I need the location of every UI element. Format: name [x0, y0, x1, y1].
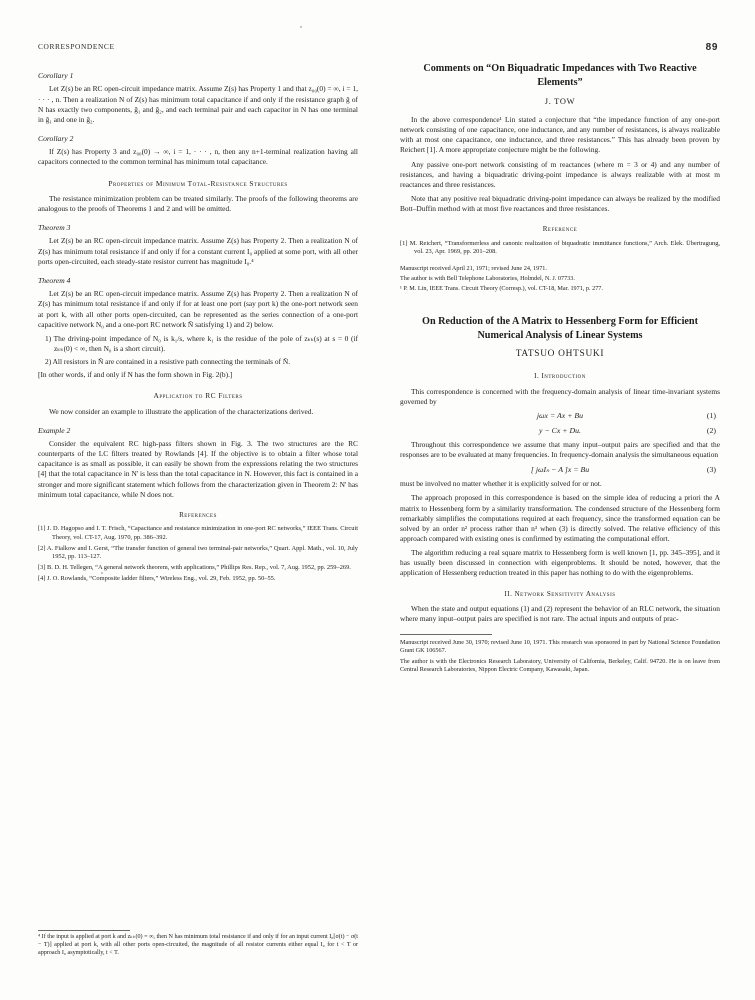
- author-affiliation-note: The author is with the Electronics Research Laboratory, University of California, Berkeley, Calif. 94720. He is on leave from Central Research Laboratories, Nippon Electric Company, Kawasaki, Japan.: [400, 657, 720, 673]
- article-2-section-2-paragraph: When the state and output equations (1) and (2) represent the behavior of an RLC network, the situation where many input–output pairs are specified is not rare. The actual inputs and outputs of prac-: [400, 604, 720, 624]
- equation-3-number: (3): [706, 464, 716, 474]
- corollary-1-body: Let Z(s) be an RC open-circuit impedance matrix. Assume Z(s) has Property 1 and that z₀₀(0) = ∞, i = 1, · · · , n. Then a realization N of Z(s) has minimum total capacitance if and only if the resistance graph ĝ of N has exactly two components, ĝ₁ and ĝ₂, and each terminal pair and each capacitor in N has one terminal in ĝ₁ and one in ĝ₂.: [38, 84, 358, 124]
- equation-2: [400, 426, 720, 437]
- article-1-author: J. TOW: [544, 96, 576, 106]
- article-2-section-1-heading: I. Introduction: [534, 372, 586, 381]
- footnote-1: ¹ P. M. Lin, IEEE Trans. Circuit Theory (Corresp.), vol. CT-18, Mar. 1971, p. 277.: [400, 284, 603, 292]
- footnote-4: ⁴ If the input is applied at port k and zₖₖ(0) = ∞, then N has minimum total resistance if and only if for an input current I₀[σ(t) − σ(t − T)] applied at port k, with all other ports open-circuited, the magnitude of all resistor currents either equal I₀ for t < T or approach I₀ asymptotically, t < T.: [38, 934, 358, 956]
- article-2-paragraph: This correspondence is concerned with the frequency-domain analysis of linear time-invariant systems governed by: [400, 386, 720, 406]
- example-2-body: Consider the equivalent RC high-pass filters shown in Fig. 3. The two structures are the RC counterparts of the LC filters treated by Rowlands [4]. If the objective is to obtain a filter whose total capacitance is as small as possible, it can easily be shown from the expressions relating the two structures [4] that the total capacitance in N' is less than the total capacitance in N. However, this fact is contained in a stronger and more significant statement which follows from the characterization given in Theorem 2: N' has minimum total capacitance, while N does not.: [38, 439, 358, 499]
- corollary-1-heading: Corollary 1: [38, 71, 74, 80]
- reference-item: [3] B. D. H. Tellegen, “A general network theorem, with applications,” Phillips Res. Rep., vol. 7, Aug. 1952, pp. 259–269.: [38, 563, 351, 571]
- article-2-paragraph: must be involved no matter whether it is explicitly solved for or not.: [400, 479, 602, 489]
- theorem-4-condition-1: 1) The driving-point impedance of N₀ is k₁/s, where k₁ is the residue of the pole of zₖₖ(s) at s = 0 (if zₖₖ(0) < ∞, then N₀ is a short circuit).: [45, 333, 358, 353]
- footnote-divider: [38, 930, 130, 931]
- page-number: 89: [705, 42, 718, 53]
- equation-1-number: (1): [706, 411, 716, 420]
- manuscript-note: Manuscript received April 21, 1971; revised June 24, 1971.: [400, 264, 547, 272]
- article-1-paragraph: In the above correspondence¹ Lin stated a conjecture that “the impedance function of any one-port network consisting of one capacitance, one inductance, and any number of resistances, is always realizable with at most one capacitance, one inductance, and three resistances.” This has already been proven by Reichert [1]. A more appropriate conjecture might be the following.: [400, 115, 720, 155]
- article-2-footnotes: [400, 639, 720, 673]
- running-head-title: CORRESPONDENCE: [38, 42, 115, 51]
- reference-item: [4] J. O. Rowlands, “Composite ladder filters,” Wireless Eng., vol. 29, Feb. 1952, pp. 50–55.: [38, 574, 276, 582]
- article-1-title: Comments on “On Biquadratic Impedances with Two Reactive Elements”: [423, 63, 697, 88]
- equation-1-text: jωx = Ax + Bu: [536, 411, 584, 420]
- theorem-3-heading: Theorem 3: [38, 223, 71, 233]
- theorem-4-closing: [In other words, if and only if N has the form shown in Fig. 2(b).]: [38, 370, 233, 380]
- manuscript-note: Manuscript received June 30, 1970; revised June 10, 1971. This research was sponsored in part by National Science Foundation Grant GK 106567.: [400, 639, 720, 655]
- article-2-paragraph: The algorithm reducing a real square matrix to Hessenberg form is well known [1, pp. 345–395], and it has usually been discussed in connection with eigenproblems. It should be noted, however, that the application of Hessenberg reduction treated in this paper has nothing to do with the eigenproblems.: [400, 548, 720, 578]
- reference-item: [1] J. D. Hagopso and I. T. Frisch, “Capacitance and resistance minimization in one-port RC networks,” IEEE Trans. Circuit Theory, vol. CT-17, Aug. 1970, pp. 386–392.: [38, 525, 358, 541]
- article-2-title: On Reduction of the A Matrix to Hessenberg Form for Efficient Numerical Analysis of Linear Systems: [422, 315, 698, 341]
- article-2-paragraph: The approach proposed in this correspondence is based on the simple idea of reducing a priori the A matrix to Hessenberg form by a similarity transformation. The condensed structure of the Hessenberg form remarkably simplifies the computations required at each frequency, since the transformed equation can be solved by an order n² process rather than n³ when (3) is directly solved. The relative efficiency of this approach compared with existing ones is confirmed by estimating the computational effort.: [400, 493, 720, 543]
- equation-2-number: (2): [706, 425, 716, 435]
- theorem-4-condition-2: 2) All resistors in Ñ are contained in a resistive path connecting the terminals of Ñ.: [45, 357, 291, 367]
- equation-3: [400, 465, 720, 476]
- right-column: [400, 62, 720, 676]
- equation-1: [400, 411, 720, 422]
- article-1-paragraph: Note that any positive real biquadratic driving-point impedance can always be realized by the modified Bott–Duffin method with at most five reactances and three resistances.: [400, 194, 720, 214]
- article-1-references: [400, 240, 720, 257]
- theorem-4-conditions: [38, 334, 358, 367]
- article-2-paragraph: Throughout this correspondence we assume that many input–output pairs are specified and that the responses are to be evaluated at many frequencies. In frequency-domain analysis the simultaneous equation: [400, 440, 720, 460]
- article-2-author: TATSUO OHTSUKI: [515, 349, 605, 360]
- corollary-2-body: If Z(s) has Property 3 and z₀₀(0) → ∞, i = 1, · · · , n, then any n+1-terminal realization having all capacitors connected to the common terminal has minimum total capacitance.: [38, 147, 358, 167]
- left-column: [38, 62, 358, 585]
- article-2-section-2-heading: II. Network Sensitivity Analysis: [504, 589, 616, 598]
- references-list: [38, 525, 358, 582]
- references-heading: References: [179, 510, 217, 519]
- corollary-2-heading: Corollary 2: [38, 133, 74, 143]
- equation-2-text: y − Cx + Du.: [539, 425, 581, 435]
- theorem-4-heading: Theorem 4: [38, 275, 71, 285]
- speck: [300, 26, 302, 28]
- running-head: [38, 42, 718, 53]
- application-section-heading: Application to RC Filters: [153, 391, 243, 401]
- two-column-body: [38, 62, 720, 977]
- reference-item: [2] A. Fialkow and I. Gerst, “The transfer function of general two terminal-pair networks,” Quart. Appl. Math., vol. 10, July 1952, pp. 113–127.: [38, 544, 358, 560]
- theorem-3-body: Let Z(s) be an RC open-circuit impedance matrix. Assume Z(s) has Property 2. Then a realization N of Z(s) has minimum total resistance if and only if for a constant current I₀ applied at some port, with all other ports open-circuited, each steady-state resistor current has magnitude I₀.⁴: [38, 236, 358, 266]
- article-1-footnotes: [400, 265, 720, 293]
- equation-3-text: [ jωIₙ − A ]x = Bu: [530, 464, 590, 474]
- properties-section-heading: Properties of Minimum Total-Resistance Structures: [108, 178, 288, 188]
- reference-item: [1] M. Reichert, “Transformerless and canonic realization of biquadratic immittance functions,” Arch. Elek. Übertragung, vol. 23, Apr. 1969, pp. 201–208.: [400, 239, 720, 256]
- article-1-paragraph: Any passive one-port network consisting of m reactances (where m = 3 or 4) and any number of resistances, and having a biquadratic driving-point impedance is always realizable with at most m reactances and three resistances.: [400, 159, 720, 189]
- article-1-reference-heading: Reference: [542, 225, 578, 234]
- properties-section-body: The resistance minimization problem can be treated similarly. The proofs of the following theorems are analogous to the proofs of Theorems 1 and 2 and will be omitted.: [38, 193, 358, 213]
- left-column-footnote-area: [38, 930, 358, 958]
- example-2-heading: Example 2: [38, 425, 71, 435]
- application-section-body: We now consider an example to illustrate the application of the characterizations derived.: [49, 406, 314, 416]
- footnote-divider: [400, 634, 492, 635]
- author-affiliation-note: The author is with Bell Telephone Laboratories, Holmdel, N. J. 07733.: [400, 274, 575, 282]
- theorem-4-body: Let Z(s) be an RC open-circuit impedance matrix. Assume Z(s) has Property 2. Then a realization N of Z(s) has minimum total resistance if and only if for at least one port (say port k) the one-port network seen at port k, with all other ports open-circuited, can be represented as the series connection of a one-port capacitive network N₀ and a one-port RC network Ñ satisfying 1) and 2) below.: [38, 289, 358, 329]
